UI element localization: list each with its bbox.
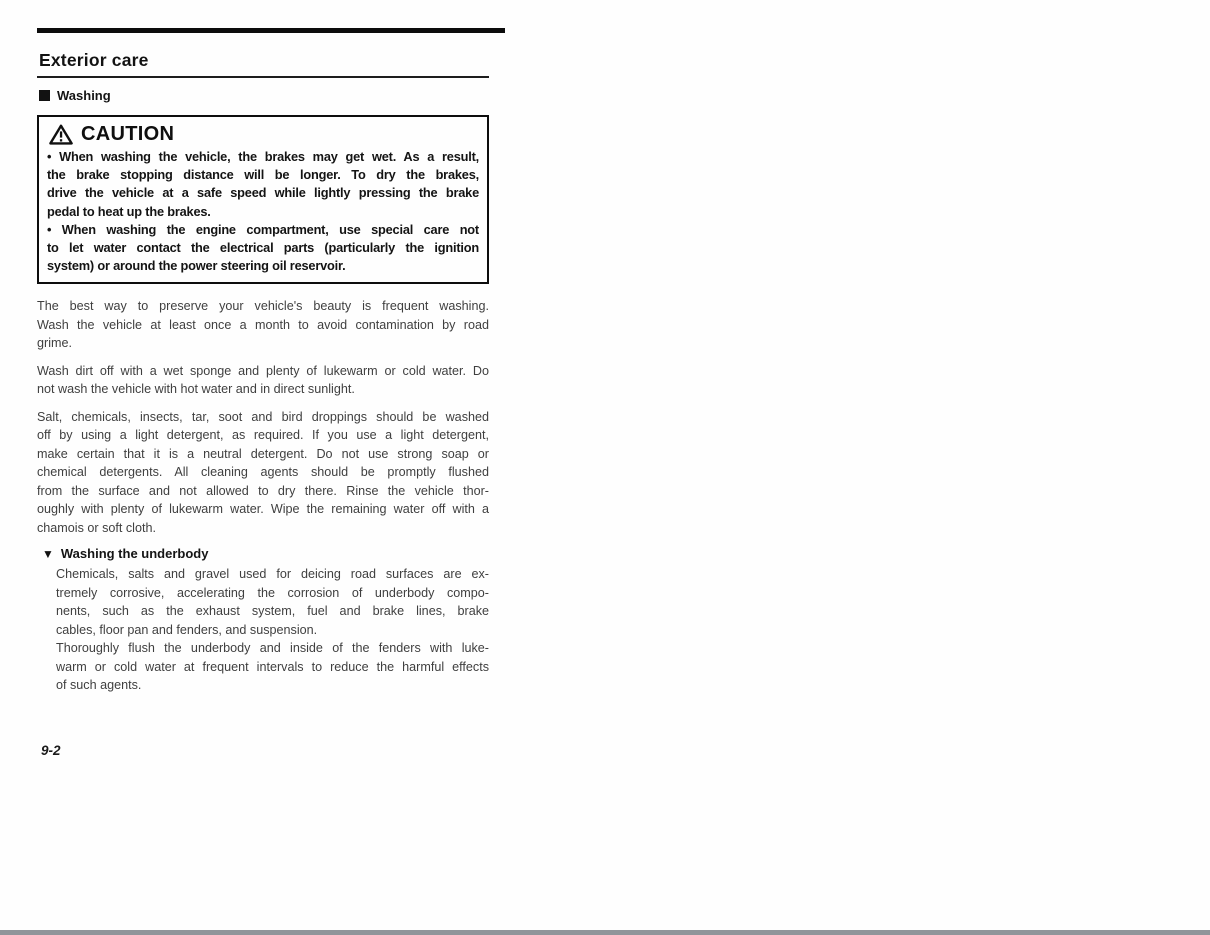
caution-box	[37, 115, 489, 284]
page-number: 9-2	[41, 742, 61, 758]
text-line: pedal to heat up the brakes.	[47, 203, 211, 219]
filled-square-icon	[39, 90, 50, 101]
subsection-heading-label: Washing	[57, 88, 111, 103]
text-line: Wash dirt off with a wet sponge and plenty of lukewarm or cold water. Do	[37, 363, 489, 378]
text-line: system) or around the power steering oil reservoir.	[47, 258, 346, 274]
warning-triangle-icon	[49, 124, 73, 145]
text-line: to let water contact the electrical parts (particularly the ignition	[47, 240, 479, 256]
caution-text	[47, 148, 479, 275]
text-line: The best way to preserve your vehicle's beauty is frequent washing.	[37, 299, 489, 314]
underbody-heading-label: Washing the underbody	[60, 546, 209, 562]
paragraph	[37, 362, 489, 399]
text-line: cables, floor pan and fenders, and suspension.	[56, 622, 318, 637]
caution-heading	[49, 123, 479, 145]
text-line: • When washing the vehicle, the brakes may get wet. As a result,	[47, 149, 479, 164]
bottom-bar	[0, 930, 1210, 935]
paragraph	[47, 148, 479, 221]
top-rule	[37, 28, 505, 33]
triangle-down-icon: ▼	[42, 547, 54, 562]
paragraph	[37, 408, 489, 538]
text-line: the brake stopping distance will be longer. To dry the brakes,	[47, 167, 479, 183]
caution-heading-label: CAUTION	[81, 123, 175, 145]
text-line: from the surface and not allowed to dry there. Rinse the vehicle thor-	[37, 483, 489, 498]
subsection-heading	[39, 88, 489, 103]
text-line: tremely corrosive, accelerating the corrosion of underbody compo-	[56, 585, 489, 600]
underbody-text	[37, 565, 489, 695]
text-line: drive the vehicle at a safe speed while lightly pressing the brake	[47, 185, 479, 201]
text-line: not wash the vehicle with hot water and in direct sunlight.	[37, 382, 355, 397]
text-line: grime.	[37, 336, 72, 351]
paragraph	[56, 565, 489, 639]
paragraph	[37, 297, 489, 353]
underbody-heading	[42, 545, 489, 563]
body-text	[37, 297, 489, 537]
text-line: • When washing the engine compartment, use special care not	[47, 221, 479, 237]
page-content	[37, 50, 489, 758]
text-line: Wash the vehicle at least once a month to avoid contamination by road	[37, 317, 489, 332]
page-title: Exterior care	[37, 50, 489, 78]
text-line: Chemicals, salts and gravel used for deicing road surfaces are ex-	[56, 567, 489, 582]
text-line: chemical detergents. All cleaning agents should be promptly flushed	[37, 465, 489, 480]
paragraph	[56, 639, 489, 695]
text-line: nents, such as the exhaust system, fuel and brake lines, brake	[56, 604, 489, 619]
paragraph	[47, 221, 479, 276]
underbody-section	[37, 545, 489, 695]
text-line: chamois or soft cloth.	[37, 520, 156, 535]
text-line: Salt, chemicals, insects, tar, soot and bird droppings should be washed	[37, 409, 489, 424]
text-line: warm or cold water at frequent intervals to reduce the harmful effects	[56, 659, 489, 674]
text-line: make certain that it is a neutral detergent. Do not use strong soap or	[37, 446, 489, 461]
text-line: oughly with plenty of lukewarm water. Wipe the remaining water off with a	[37, 502, 489, 517]
text-line: of such agents.	[56, 678, 142, 693]
text-line: Thoroughly flush the underbody and inside of the fenders with luke-	[56, 641, 489, 656]
text-line: off by using a light detergent, as required. If you use a light detergent,	[37, 428, 489, 443]
